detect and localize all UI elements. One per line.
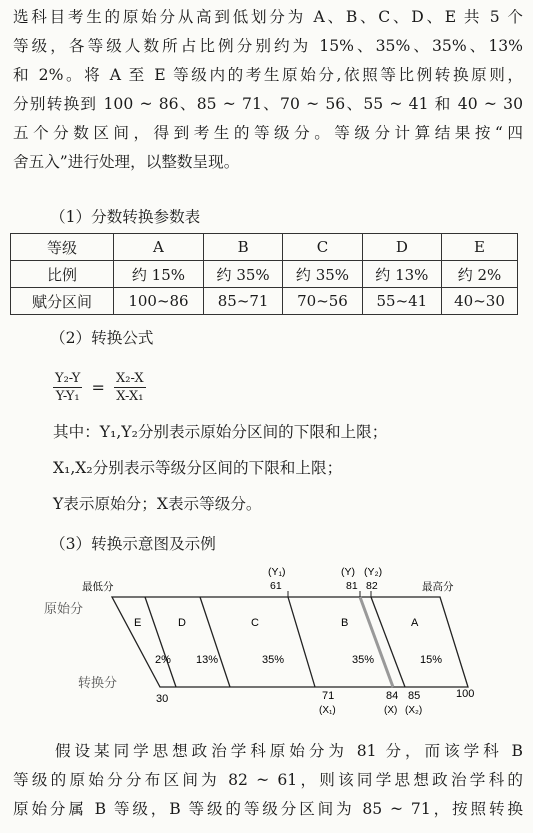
lowest-score-label: 最低分 (82, 581, 114, 593)
percent-label: 13% (196, 654, 219, 666)
section-heading-params: （1）分数转换参数表 (50, 208, 201, 226)
bottom-value-30: 30 (156, 693, 169, 705)
table-cell: 约 13% (362, 261, 441, 288)
y2-value: 82 (366, 580, 378, 592)
definition-line: Y表示原始分；X表示等级分。 (53, 495, 262, 513)
diagram-parallelogram-outline (112, 597, 468, 687)
formula-right-denominator: X-X₁ (116, 389, 144, 404)
intro-line: 等级，各等级人数所占比例分别约为 15%、35%、35%、13% (13, 37, 523, 55)
section-heading-formula: （2）转换公式 (50, 329, 154, 347)
band-divider (200, 597, 230, 687)
table-cell: C (283, 234, 362, 261)
table-cell: 40~30 (442, 288, 518, 315)
table-cell: 约 35% (203, 261, 282, 288)
band-divider (145, 597, 176, 687)
table-cell: E (442, 234, 518, 261)
params-table (10, 233, 518, 315)
table-cell: 70~56 (283, 288, 362, 315)
x-label: (X) (384, 705, 398, 716)
y1-value: 61 (270, 580, 282, 592)
percent-label: 2% (155, 654, 171, 666)
table-row (11, 234, 518, 261)
band-divider (288, 597, 315, 687)
formula-equals: = (91, 378, 105, 397)
percent-label: 35% (352, 654, 375, 666)
grade-label-e: E (134, 617, 142, 629)
raw-score-label: 原始分 (44, 601, 84, 616)
table-row (11, 261, 518, 288)
formula-right-numerator: X₂-X (116, 371, 144, 386)
table-cell: B (203, 234, 282, 261)
converted-score-label: 转换分 (78, 675, 118, 690)
example-line: 等级的原始分分布区间为 82 ~ 61，则该同学思想政治学科的 (13, 771, 523, 789)
table-cell: 约 2% (442, 261, 518, 288)
table-cell: 85~71 (203, 288, 282, 315)
bottom-value-85: 85 (408, 690, 421, 702)
y2-label: (Y₂) (364, 566, 383, 578)
table-cell: 100~86 (114, 288, 204, 315)
table-cell: 约 15% (114, 261, 204, 288)
intro-line: 舍五入”进行处理，以整数呈现。 (13, 153, 240, 171)
percent-label: 15% (420, 654, 443, 666)
definition-line: X₁,X₂分别表示等级分区间的下限和上限； (53, 459, 343, 477)
table-cell: A (114, 234, 204, 261)
y1-label: (Y₁) (268, 566, 286, 578)
table-cell: 55~41 (362, 288, 441, 315)
conversion-formula (53, 371, 146, 404)
table-cell: 赋分区间 (11, 288, 114, 315)
y-label: (Y) (341, 566, 355, 578)
x2-label: (X₂) (405, 705, 423, 716)
table-row (11, 288, 518, 315)
table-cell: 约 35% (283, 261, 362, 288)
example-paragraph (13, 737, 523, 824)
formula-left-numerator: Y₂-Y (55, 371, 81, 386)
bottom-value-100: 100 (456, 688, 475, 700)
intro-line: 分别转换到 100 ~ 86、85 ~ 71、70 ~ 56、55 ~ 41 和 40 ~ 30 (13, 95, 523, 113)
intro-paragraph (13, 3, 523, 177)
formula-right-fraction (114, 371, 146, 404)
x1-label: (X₁) (319, 705, 336, 716)
definition-line: 其中：Y₁,Y₂分别表示原始分区间的下限和上限； (53, 423, 388, 441)
formula-left-fraction (53, 371, 82, 404)
intro-line: 五个分数区间，得到考生的等级分。等级分计算结果按“四 (13, 124, 523, 142)
example-line: 原始分属 B 等级，B 等级的等级分区间为 85 ~ 71，按照转换 (13, 800, 523, 818)
bottom-value-84: 84 (386, 690, 399, 702)
table-cell: D (362, 234, 441, 261)
y-value: 81 (346, 580, 358, 592)
intro-line: 选科目考生的原始分从高到低划分为 A、B、C、D、E 共 5 个 (13, 8, 523, 26)
conversion-diagram (0, 560, 533, 720)
grade-label-b: B (341, 617, 349, 629)
section-heading-diagram: （3）转换示意图及示例 (50, 535, 216, 553)
grade-label-d: D (178, 617, 186, 629)
highest-score-label: 最高分 (422, 581, 454, 593)
grade-label-c: C (251, 617, 259, 629)
table-cell: 比例 (11, 261, 114, 288)
table-cell: 等级 (11, 234, 114, 261)
percent-label: 35% (262, 654, 285, 666)
formula-left-denominator: Y-Y₁ (55, 389, 80, 404)
example-line: 假设某同学思想政治学科原始分为 81 分，而该学科 B (55, 742, 523, 760)
grade-label-a: A (411, 617, 419, 629)
intro-line: 和 2%。将 A 至 E 等级内的考生原始分,依照等比例转换原则， (13, 66, 523, 84)
bottom-value-71: 71 (322, 690, 335, 702)
